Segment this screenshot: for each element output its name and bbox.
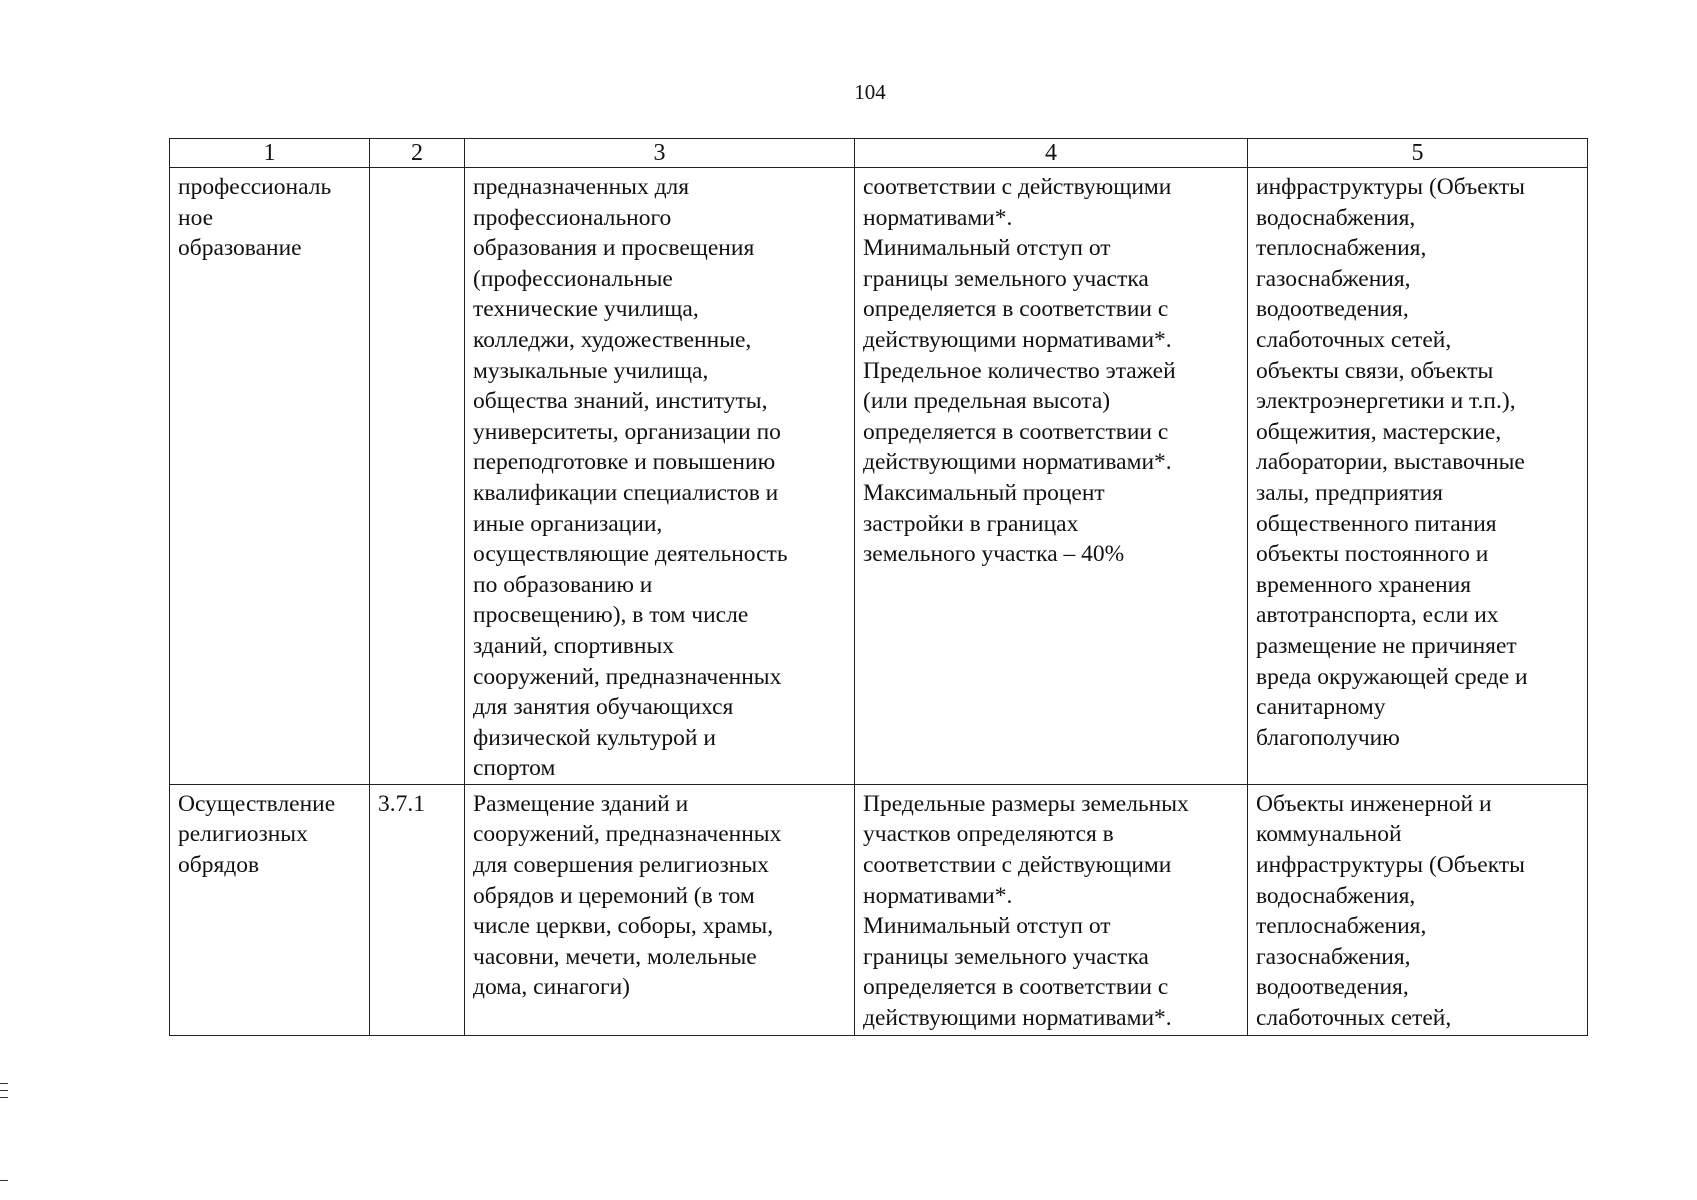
- table-row: [170, 168, 1588, 785]
- regulations-table: [169, 138, 1588, 1036]
- table-row: [170, 784, 1588, 1035]
- table-cell: [465, 784, 855, 1035]
- column-header-3: 3: [465, 139, 855, 168]
- table-cell: [170, 784, 370, 1035]
- use-type-name: Осуществление религиозных обрядов: [178, 790, 336, 879]
- scan-margin-mark: [0, 1180, 8, 1181]
- table-cell: [855, 168, 1248, 785]
- column-header-4: 4: [855, 139, 1248, 168]
- table-header-row: [170, 139, 1588, 168]
- parameters-text: соответствии с действующими нормативами*. Минимальный отступ от границы земельного участка определяется в соответствии с действующими нормативами*. Предельное количество этажей (или предельная высота) определяется в соответствии с действующими нормативами*. Максимальный процент застройки в границах земельного участка – 40%: [863, 174, 1176, 568]
- use-type-name: профессиональ ное образование: [178, 174, 332, 262]
- table-cell: [855, 784, 1248, 1035]
- scan-margin-mark: [0, 1083, 8, 1084]
- auxiliary-uses-text: инфраструктуры (Объекты водоснабжения, теплоснабжения, газоснабжения, водоотведения, слаботочных сетей, объекты связи, объекты электроэнергетики и т.п.), общежития, мастерские, лаборатории, выставочные залы, предприятия общественного питания объекты постоянного и временного хранения автотранспорта, если их размещение не причиняет вреда окружающей среде и санитарному благополучию: [1256, 174, 1528, 751]
- auxiliary-uses-text: Объекты инженерной и коммунальной инфраструктуры (Объекты водоснабжения, теплоснабжения, газоснабжения, водоотведения, слаботочных сетей,: [1256, 790, 1525, 1032]
- scan-margin-mark: [0, 1097, 8, 1098]
- table-cell: [465, 168, 855, 785]
- use-type-description: Размещение зданий и сооружений, предназначенных для совершения религиозных обрядов и церемоний (в том числе церкви, соборы, храмы, часовни, мечети, молельные дома, синагоги): [473, 790, 782, 1001]
- table-cell: [370, 168, 465, 785]
- use-type-code: 3.7.1: [378, 790, 425, 817]
- table-cell: [370, 784, 465, 1035]
- column-header-1: 1: [170, 139, 370, 168]
- column-header-5: 5: [1248, 139, 1588, 168]
- table-cell: [1248, 168, 1588, 785]
- use-type-description: предназначенных для профессионального образования и просвещения (профессиональные технические училища, колледжи, художественные, музыкальные училища, общества знаний, институты, университеты, организации по переподготовке и повышению квалификации специалистов и иные организации, осуществляющие деятельность по образованию и просвещению), в том числе зданий, спортивных сооружений, предназначенных для занятия обучающихся физической культурой и спортом: [473, 174, 788, 782]
- parameters-text: Предельные размеры земельных участков определяются в соответствии с действующими нормативами*. Минимальный отступ от границы земельного участка определяется в соответствии с действующими нормативами*.: [863, 790, 1189, 1032]
- column-header-2: 2: [370, 139, 465, 168]
- scan-margin-mark: [0, 1090, 8, 1091]
- table-cell: [170, 168, 370, 785]
- page-number: 104: [854, 80, 886, 104]
- table-cell: [1248, 784, 1588, 1035]
